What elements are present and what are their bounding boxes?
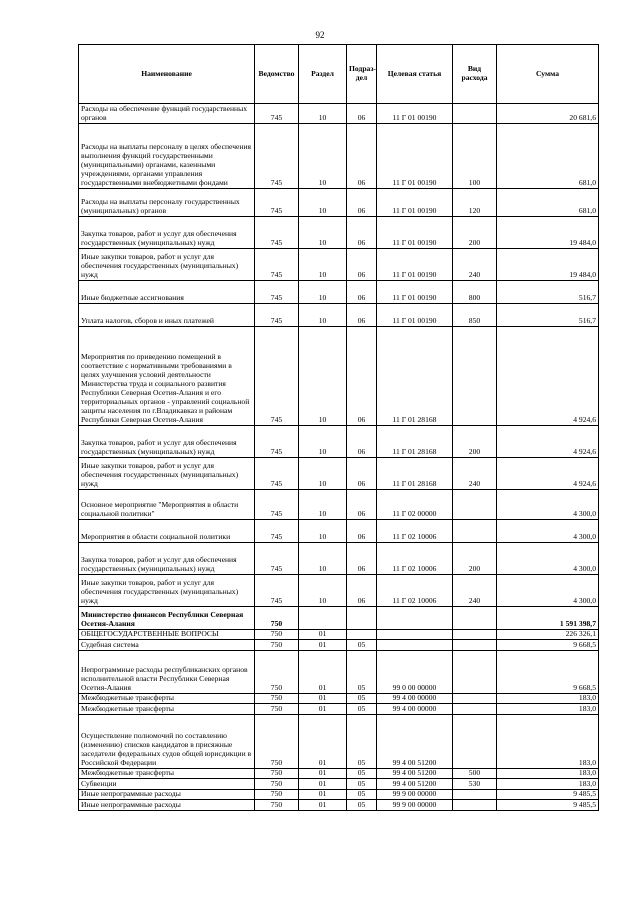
row-razdel: 01 xyxy=(299,790,347,800)
table-row xyxy=(79,715,599,769)
row-podrazdel: 05 xyxy=(347,704,377,715)
table-row xyxy=(79,790,599,800)
table-row xyxy=(79,104,599,124)
row-sum: 681,0 xyxy=(497,189,599,217)
row-vedomstvo: 750 xyxy=(255,607,299,630)
row-podrazdel: 05 xyxy=(347,651,377,694)
row-vedomstvo: 745 xyxy=(255,426,299,458)
row-sum: 1 591 398,7 xyxy=(497,607,599,630)
row-expense-type: 500 xyxy=(453,769,497,779)
row-vedomstvo: 745 xyxy=(255,327,299,426)
row-razdel: 10 xyxy=(299,124,347,189)
row-name: Расходы на обеспечение функций государственных органов xyxy=(79,104,255,124)
table-row xyxy=(79,769,599,779)
row-name: Иные закупки товаров, работ и услуг для обеспечения государственных (муниципальных) нужд xyxy=(79,575,255,607)
row-target-article: 11 Г 01 00190 xyxy=(377,249,453,281)
row-target-article: 99 4 00 00000 xyxy=(377,704,453,715)
row-razdel: 10 xyxy=(299,189,347,217)
row-expense-type xyxy=(453,651,497,694)
table-row xyxy=(79,304,599,327)
row-expense-type: 530 xyxy=(453,779,497,790)
row-target-article: 99 4 00 51200 xyxy=(377,779,453,790)
row-razdel: 01 xyxy=(299,694,347,704)
row-vedomstvo: 750 xyxy=(255,640,299,651)
table-row xyxy=(79,694,599,704)
row-expense-type xyxy=(453,607,497,630)
row-vedomstvo: 750 xyxy=(255,651,299,694)
table-row xyxy=(79,640,599,651)
row-expense-type: 240 xyxy=(453,458,497,490)
row-name: Судебная система xyxy=(79,640,255,651)
row-target-article xyxy=(377,607,453,630)
table-row xyxy=(79,490,599,520)
row-sum: 183,0 xyxy=(497,779,599,790)
header-razdel: Раздел xyxy=(299,45,347,104)
row-podrazdel: 05 xyxy=(347,694,377,704)
row-target-article xyxy=(377,640,453,651)
table-row xyxy=(79,607,599,630)
row-podrazdel: 06 xyxy=(347,189,377,217)
row-podrazdel: 06 xyxy=(347,249,377,281)
row-podrazdel: 06 xyxy=(347,104,377,124)
row-name: Иные бюджетные ассигнования xyxy=(79,281,255,304)
row-target-article: 99 0 00 00000 xyxy=(377,651,453,694)
row-vedomstvo: 750 xyxy=(255,790,299,800)
row-podrazdel: 06 xyxy=(347,217,377,249)
row-expense-type xyxy=(453,800,497,811)
row-name: Мероприятия по приведению помещений в соответствие с нормативными требованиями в целях улучшения условий деятельности Министерства труда и социального развития Республики Северная Осетия-Алания и его территориальных органов - управлений социальной защиты населения по г.Владикавказ и районам Республики Северная Осетия-Алания xyxy=(79,327,255,426)
table-row xyxy=(79,458,599,490)
row-name: Расходы на выплаты персоналу в целях обеспечения выполнения функций государственными (муниципальными) органами, казенными учреждениями, органами управления государственными внебюджетными фондами xyxy=(79,124,255,189)
row-razdel: 01 xyxy=(299,704,347,715)
row-name: Мероприятия в области социальной политики xyxy=(79,520,255,543)
row-sum: 4 300,0 xyxy=(497,520,599,543)
row-name: Иные непрограммные расходы xyxy=(79,800,255,811)
row-podrazdel xyxy=(347,607,377,630)
row-sum: 19 484,0 xyxy=(497,217,599,249)
header-expense-type: Вид расхода xyxy=(453,45,497,104)
row-expense-type: 120 xyxy=(453,189,497,217)
row-podrazdel: 06 xyxy=(347,458,377,490)
row-razdel: 01 xyxy=(299,800,347,811)
row-podrazdel: 05 xyxy=(347,640,377,651)
row-sum: 226 326,1 xyxy=(497,630,599,640)
row-target-article: 11 Г 01 00190 xyxy=(377,189,453,217)
row-name: ОБЩЕГОСУДАРСТВЕННЫЕ ВОПРОСЫ xyxy=(79,630,255,640)
row-razdel: 01 xyxy=(299,630,347,640)
row-razdel: 10 xyxy=(299,520,347,543)
row-target-article: 11 Г 01 00190 xyxy=(377,281,453,304)
row-expense-type: 800 xyxy=(453,281,497,304)
row-vedomstvo: 750 xyxy=(255,779,299,790)
row-podrazdel: 06 xyxy=(347,304,377,327)
table-row xyxy=(79,575,599,607)
row-sum: 4 300,0 xyxy=(497,490,599,520)
row-sum: 9 668,5 xyxy=(497,651,599,694)
row-podrazdel: 06 xyxy=(347,124,377,189)
row-name: Министерство финансов Республики Северная Осетия-Алания xyxy=(79,607,255,630)
row-name: Закупка товаров, работ и услуг для обеспечения государственных (муниципальных) нужд xyxy=(79,543,255,575)
row-target-article: 11 Г 01 28168 xyxy=(377,426,453,458)
row-razdel: 01 xyxy=(299,651,347,694)
row-sum: 681,0 xyxy=(497,124,599,189)
table-row xyxy=(79,217,599,249)
row-sum: 4 300,0 xyxy=(497,575,599,607)
table-row xyxy=(79,779,599,790)
row-sum: 516,7 xyxy=(497,304,599,327)
row-vedomstvo: 750 xyxy=(255,630,299,640)
row-razdel: 01 xyxy=(299,715,347,769)
row-name: Субвенции xyxy=(79,779,255,790)
row-expense-type: 240 xyxy=(453,575,497,607)
row-vedomstvo: 745 xyxy=(255,575,299,607)
row-target-article: 11 Г 01 00190 xyxy=(377,304,453,327)
header-vedomstvo: Ведомство xyxy=(255,45,299,104)
row-name: Расходы на выплаты персоналу государственных (муниципальных) органов xyxy=(79,189,255,217)
row-expense-type xyxy=(453,104,497,124)
row-vedomstvo: 750 xyxy=(255,694,299,704)
row-target-article: 99 4 00 51200 xyxy=(377,769,453,779)
row-sum: 19 484,0 xyxy=(497,249,599,281)
row-name: Межбюджетные трансферты xyxy=(79,704,255,715)
row-vedomstvo: 745 xyxy=(255,124,299,189)
row-expense-type xyxy=(453,704,497,715)
row-sum: 183,0 xyxy=(497,715,599,769)
row-expense-type: 100 xyxy=(453,124,497,189)
row-name: Иные закупки товаров, работ и услуг для обеспечения государственных (муниципальных) нужд xyxy=(79,458,255,490)
row-vedomstvo: 750 xyxy=(255,704,299,715)
table-row xyxy=(79,651,599,694)
row-sum: 4 300,0 xyxy=(497,543,599,575)
row-podrazdel: 06 xyxy=(347,490,377,520)
row-razdel: 10 xyxy=(299,304,347,327)
row-expense-type: 200 xyxy=(453,426,497,458)
row-expense-type: 200 xyxy=(453,543,497,575)
row-expense-type xyxy=(453,640,497,651)
row-podrazdel: 06 xyxy=(347,426,377,458)
row-target-article: 11 Г 01 00190 xyxy=(377,217,453,249)
table-row xyxy=(79,800,599,811)
row-vedomstvo: 745 xyxy=(255,543,299,575)
row-razdel: 01 xyxy=(299,769,347,779)
row-vedomstvo: 745 xyxy=(255,490,299,520)
row-expense-type xyxy=(453,694,497,704)
row-target-article: 11 Г 01 28168 xyxy=(377,458,453,490)
row-vedomstvo: 745 xyxy=(255,304,299,327)
row-target-article: 11 Г 01 00190 xyxy=(377,124,453,189)
row-podrazdel: 05 xyxy=(347,769,377,779)
table-row xyxy=(79,630,599,640)
row-vedomstvo: 750 xyxy=(255,769,299,779)
row-expense-type: 850 xyxy=(453,304,497,327)
table-row xyxy=(79,520,599,543)
header-name: Наименование xyxy=(79,45,255,104)
row-razdel: 10 xyxy=(299,327,347,426)
row-podrazdel: 06 xyxy=(347,281,377,304)
row-sum: 516,7 xyxy=(497,281,599,304)
row-razdel xyxy=(299,607,347,630)
row-vedomstvo: 750 xyxy=(255,800,299,811)
row-expense-type: 200 xyxy=(453,217,497,249)
row-podrazdel: 05 xyxy=(347,800,377,811)
row-sum: 9 668,5 xyxy=(497,640,599,651)
row-razdel: 10 xyxy=(299,458,347,490)
table-row xyxy=(79,704,599,715)
row-expense-type xyxy=(453,715,497,769)
row-podrazdel: 06 xyxy=(347,575,377,607)
table-body xyxy=(79,104,599,811)
row-razdel: 10 xyxy=(299,249,347,281)
row-name: Межбюджетные трансферты xyxy=(79,694,255,704)
row-razdel: 10 xyxy=(299,104,347,124)
budget-table xyxy=(78,44,599,811)
header-target-article: Целевая статья xyxy=(377,45,453,104)
row-target-article: 11 Г 02 10006 xyxy=(377,543,453,575)
row-razdel: 10 xyxy=(299,217,347,249)
row-expense-type xyxy=(453,327,497,426)
row-podrazdel: 06 xyxy=(347,520,377,543)
row-podrazdel: 06 xyxy=(347,327,377,426)
row-razdel: 10 xyxy=(299,575,347,607)
row-name: Основное мероприятие "Мероприятия в области социальной политики" xyxy=(79,490,255,520)
row-name: Иные закупки товаров, работ и услуг для обеспечения государственных (муниципальных) нужд xyxy=(79,249,255,281)
row-vedomstvo: 745 xyxy=(255,104,299,124)
row-target-article xyxy=(377,630,453,640)
table-row xyxy=(79,249,599,281)
header-sum: Сумма xyxy=(497,45,599,104)
page-number: 92 xyxy=(315,30,325,40)
table-row xyxy=(79,426,599,458)
row-podrazdel: 05 xyxy=(347,779,377,790)
row-sum: 9 485,5 xyxy=(497,800,599,811)
row-vedomstvo: 745 xyxy=(255,520,299,543)
table-row xyxy=(79,327,599,426)
row-name: Закупка товаров, работ и услуг для обеспечения государственных (муниципальных) нужд xyxy=(79,426,255,458)
row-sum: 183,0 xyxy=(497,704,599,715)
header-podrazdel: Подраз- дел xyxy=(347,45,377,104)
table-row xyxy=(79,281,599,304)
row-name: Уплата налогов, сборов и иных платежей xyxy=(79,304,255,327)
row-target-article: 99 4 00 00000 xyxy=(377,694,453,704)
row-sum: 9 485,5 xyxy=(497,790,599,800)
row-sum: 4 924,6 xyxy=(497,327,599,426)
row-name: Межбюджетные трансферты xyxy=(79,769,255,779)
row-name: Иные непрограммные расходы xyxy=(79,790,255,800)
row-expense-type xyxy=(453,630,497,640)
row-sum: 20 681,6 xyxy=(497,104,599,124)
row-target-article: 99 4 00 51200 xyxy=(377,715,453,769)
row-razdel: 10 xyxy=(299,490,347,520)
row-target-article: 11 Г 01 28168 xyxy=(377,327,453,426)
row-sum: 183,0 xyxy=(497,769,599,779)
row-sum: 183,0 xyxy=(497,694,599,704)
table-row xyxy=(79,543,599,575)
row-vedomstvo: 745 xyxy=(255,281,299,304)
row-name: Закупка товаров, работ и услуг для обеспечения государственных (муниципальных) нужд xyxy=(79,217,255,249)
row-target-article: 99 9 00 00000 xyxy=(377,790,453,800)
row-vedomstvo: 745 xyxy=(255,189,299,217)
table-row xyxy=(79,124,599,189)
row-expense-type: 240 xyxy=(453,249,497,281)
row-vedomstvo: 745 xyxy=(255,217,299,249)
row-vedomstvo: 750 xyxy=(255,715,299,769)
row-vedomstvo: 745 xyxy=(255,249,299,281)
row-expense-type xyxy=(453,520,497,543)
row-razdel: 01 xyxy=(299,640,347,651)
row-podrazdel: 05 xyxy=(347,790,377,800)
row-sum: 4 924,6 xyxy=(497,426,599,458)
row-name: Осуществление полномочий по составлению (изменению) списков кандидатов в присяжные заседатели федеральных судов общей юрисдикции в Российской Федерации xyxy=(79,715,255,769)
row-podrazdel: 05 xyxy=(347,715,377,769)
row-expense-type xyxy=(453,790,497,800)
row-podrazdel: 06 xyxy=(347,543,377,575)
row-target-article: 11 Г 02 10006 xyxy=(377,575,453,607)
row-name: Непрограммные расходы республиканских органов исполнительной власти Республики Северная Осетия-Алания xyxy=(79,651,255,694)
row-expense-type xyxy=(453,490,497,520)
row-vedomstvo: 745 xyxy=(255,458,299,490)
row-podrazdel xyxy=(347,630,377,640)
row-target-article: 11 Г 02 00000 xyxy=(377,490,453,520)
row-sum: 4 924,6 xyxy=(497,458,599,490)
table-row xyxy=(79,189,599,217)
row-target-article: 99 9 00 00000 xyxy=(377,800,453,811)
row-target-article: 11 Г 01 00190 xyxy=(377,104,453,124)
row-razdel: 10 xyxy=(299,426,347,458)
table-header-row xyxy=(79,45,599,104)
row-razdel: 10 xyxy=(299,543,347,575)
row-razdel: 10 xyxy=(299,281,347,304)
row-razdel: 01 xyxy=(299,779,347,790)
row-target-article: 11 Г 02 10006 xyxy=(377,520,453,543)
